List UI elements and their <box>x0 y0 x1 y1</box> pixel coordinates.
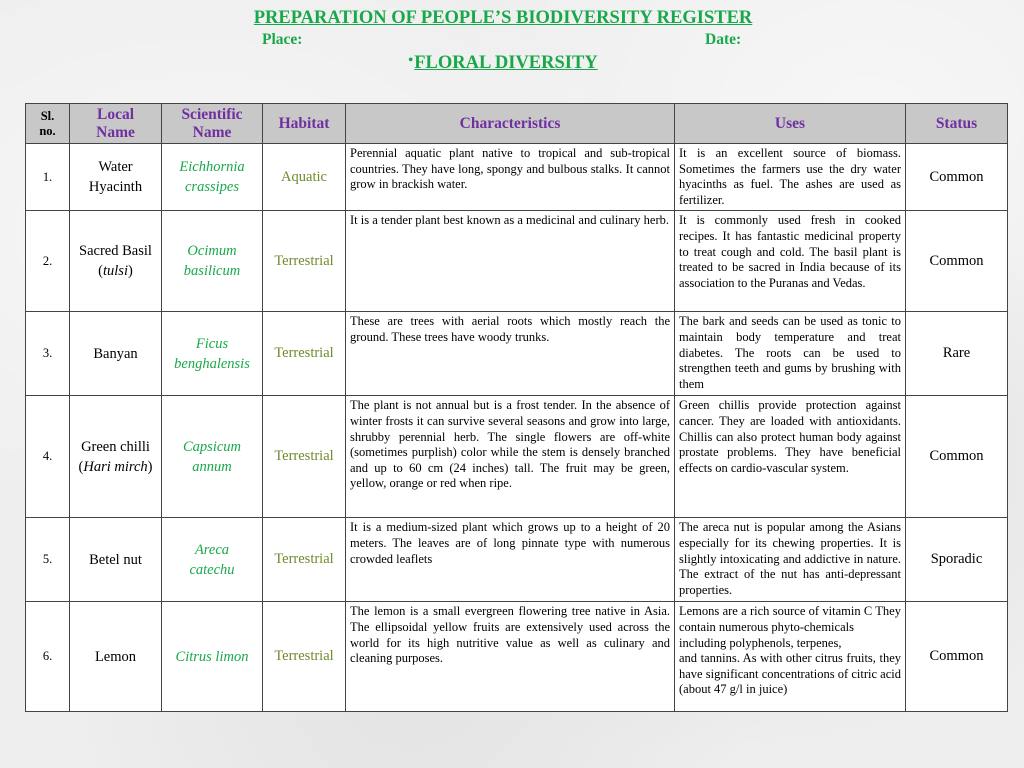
cell-habitat: Terrestrial <box>263 312 346 396</box>
cell-characteristics: The lemon is a small evergreen flowering tree native in Asia. The ellipsoidal yellow fruits are extensively used across the world for its high nutritive value as well as culinary and cleaning purposes. <box>346 602 675 712</box>
sci-name-line2: benghalensis <box>174 355 250 372</box>
place-label: Place: <box>262 31 303 48</box>
header-sl-no <box>26 104 70 144</box>
cell-characteristics: These are trees with aerial roots which mostly reach the ground. These trees have woody trunks. <box>346 312 675 396</box>
cell-status: Common <box>906 602 1008 712</box>
local-paren-open: ( <box>98 263 103 280</box>
cell-scientific-name <box>162 518 263 602</box>
sci-name-line1: Ficus <box>195 335 229 352</box>
bullet-icon: • <box>408 53 414 68</box>
cell-status: Sporadic <box>906 518 1008 602</box>
cell-uses: It is commonly used fresh in cooked recipes. It has fantastic medicinal property to treat cough and cold. The basil plant is treated to be sacred in India because of its association to the Puranas and Vedas. <box>675 211 906 312</box>
sci-name-line1: Areca <box>194 541 230 558</box>
cell-characteristics: It is a tender plant best known as a medicinal and culinary herb. <box>346 211 675 312</box>
sci-name-line2: basilicum <box>183 263 241 280</box>
cell-local-name: Banyan <box>70 312 162 396</box>
cell-sl: 6. <box>26 602 70 712</box>
header-sl-line2: no. <box>39 123 56 138</box>
table-row <box>26 211 1008 312</box>
sci-name-line1: Eichhornia <box>179 159 245 176</box>
cell-scientific-name <box>162 312 263 396</box>
local-name-italic: Hari mirch <box>83 458 148 475</box>
cell-status: Common <box>906 144 1008 211</box>
local-name-line1: Green chilli <box>81 438 150 455</box>
cell-characteristics: The plant is not annual but is a frost tender. In the absence of winter frosts it can survive several seasons and grow into large, shrubby perennial herb. The single flowers are off-white (sometimes purplish) color while the stem is densely branched and up to 60 cm (24 inches) tall. The fruit may be green, yellow, orange or red when ripe. <box>346 396 675 518</box>
local-paren-close: ) <box>127 263 133 280</box>
header-sci-line1: Scientific <box>181 105 243 123</box>
cell-scientific-name <box>162 211 263 312</box>
header-local-line2: Name <box>96 123 135 141</box>
cell-local-name <box>70 144 162 211</box>
cell-uses: The bark and seeds can be used as tonic to maintain body temperature and treat diabetes. The roots can be used to strengthen teeth and gums by brushing with them <box>675 312 906 396</box>
local-paren-open: ( <box>78 458 84 475</box>
cell-uses <box>675 602 906 712</box>
cell-sl: 1. <box>26 144 70 211</box>
cell-sl: 5. <box>26 518 70 602</box>
sci-name-line1: Ocimum <box>187 243 237 260</box>
date-label: Date: <box>705 31 742 48</box>
cell-local-name: Betel nut <box>70 518 162 602</box>
sci-name-line2: crassipes <box>185 179 239 196</box>
cell-scientific-name <box>162 144 263 211</box>
cell-status: Common <box>906 211 1008 312</box>
cell-sl: 4. <box>26 396 70 518</box>
cell-local-name <box>70 396 162 518</box>
page-title: PREPARATION OF PEOPLE’S BIODIVERSITY REGISTER <box>253 8 753 28</box>
table-row <box>26 312 1008 396</box>
local-name-italic: tulsi <box>103 263 128 280</box>
header-local-line1: Local <box>96 105 135 123</box>
cell-sl: 2. <box>26 211 70 312</box>
cell-local-name: Lemon <box>70 602 162 712</box>
header-sl-line1: Sl. <box>40 108 55 123</box>
header-sci-line2: Name <box>192 123 232 141</box>
floral-diversity-table <box>25 103 1008 712</box>
header-status: Status <box>906 104 1008 144</box>
cell-uses: The areca nut is popular among the Asians especially for its chewing properties. It is slightly intoxicating and addictive in nature. The extract of the nut has anti-depressant properties. <box>675 518 906 602</box>
cell-uses: Green chillis provide protection against cancer. They are loaded with antioxidants. Chillis can also protect human body against prostate problems. They have beneficial effects on cardio-vascular system. <box>675 396 906 518</box>
local-paren-close: ) <box>147 458 153 475</box>
cell-sl: 3. <box>26 312 70 396</box>
header-characteristics: Characteristics <box>346 104 675 144</box>
cell-status: Common <box>906 396 1008 518</box>
table-header-row <box>26 104 1008 144</box>
cell-characteristics: It is a medium-sized plant which grows up to a height of 20 meters. The leaves are of long pinnate type with numerous crowded leaflets <box>346 518 675 602</box>
header-scientific-name <box>162 104 263 144</box>
cell-scientific-name <box>162 396 263 518</box>
table-row <box>26 144 1008 211</box>
table-row <box>26 602 1008 712</box>
subtitle-text: FLORAL DIVERSITY <box>414 53 598 73</box>
header-uses: Uses <box>675 104 906 144</box>
cell-habitat: Terrestrial <box>263 518 346 602</box>
local-name-line2: Hyacinth <box>88 179 143 196</box>
sci-name-line1: Capsicum <box>183 438 241 455</box>
cell-habitat: Terrestrial <box>263 396 346 518</box>
cell-status: Rare <box>906 312 1008 396</box>
uses-line2: including polyphenols, terpenes, <box>679 635 842 650</box>
header-habitat: Habitat <box>263 104 346 144</box>
cell-habitat: Terrestrial <box>263 211 346 312</box>
section-subtitle <box>0 53 1006 74</box>
local-name-line1: Sacred Basil <box>79 243 152 260</box>
table-row <box>26 396 1008 518</box>
cell-habitat: Terrestrial <box>263 602 346 712</box>
header-local-name <box>70 104 162 144</box>
uses-line1: Lemons are a rich source of vitamin C They contain numerous phyto-chemicals <box>679 604 901 634</box>
uses-line3: and tannins. As with other citrus fruits, they have significant concentrations of citric acid (about 47 g/l in juice) <box>679 651 901 697</box>
local-name-line1: Water <box>98 159 133 176</box>
cell-local-name <box>70 211 162 312</box>
cell-uses: It is an excellent source of biomass. Sometimes the farmers use the dry water hyacinths as fuel. The ashes are used as fertilizer. <box>675 144 906 211</box>
sci-name-line2: annum <box>192 458 232 475</box>
sci-name-line2: catechu <box>189 561 235 578</box>
cell-characteristics: Perennial aquatic plant native to tropical and sub-tropical countries. They have long, spongy and bulbous stalks. It cannot grow in brackish water. <box>346 144 675 211</box>
cell-habitat: Aquatic <box>263 144 346 211</box>
cell-scientific-name: Citrus limon <box>162 602 263 712</box>
table-row <box>26 518 1008 602</box>
